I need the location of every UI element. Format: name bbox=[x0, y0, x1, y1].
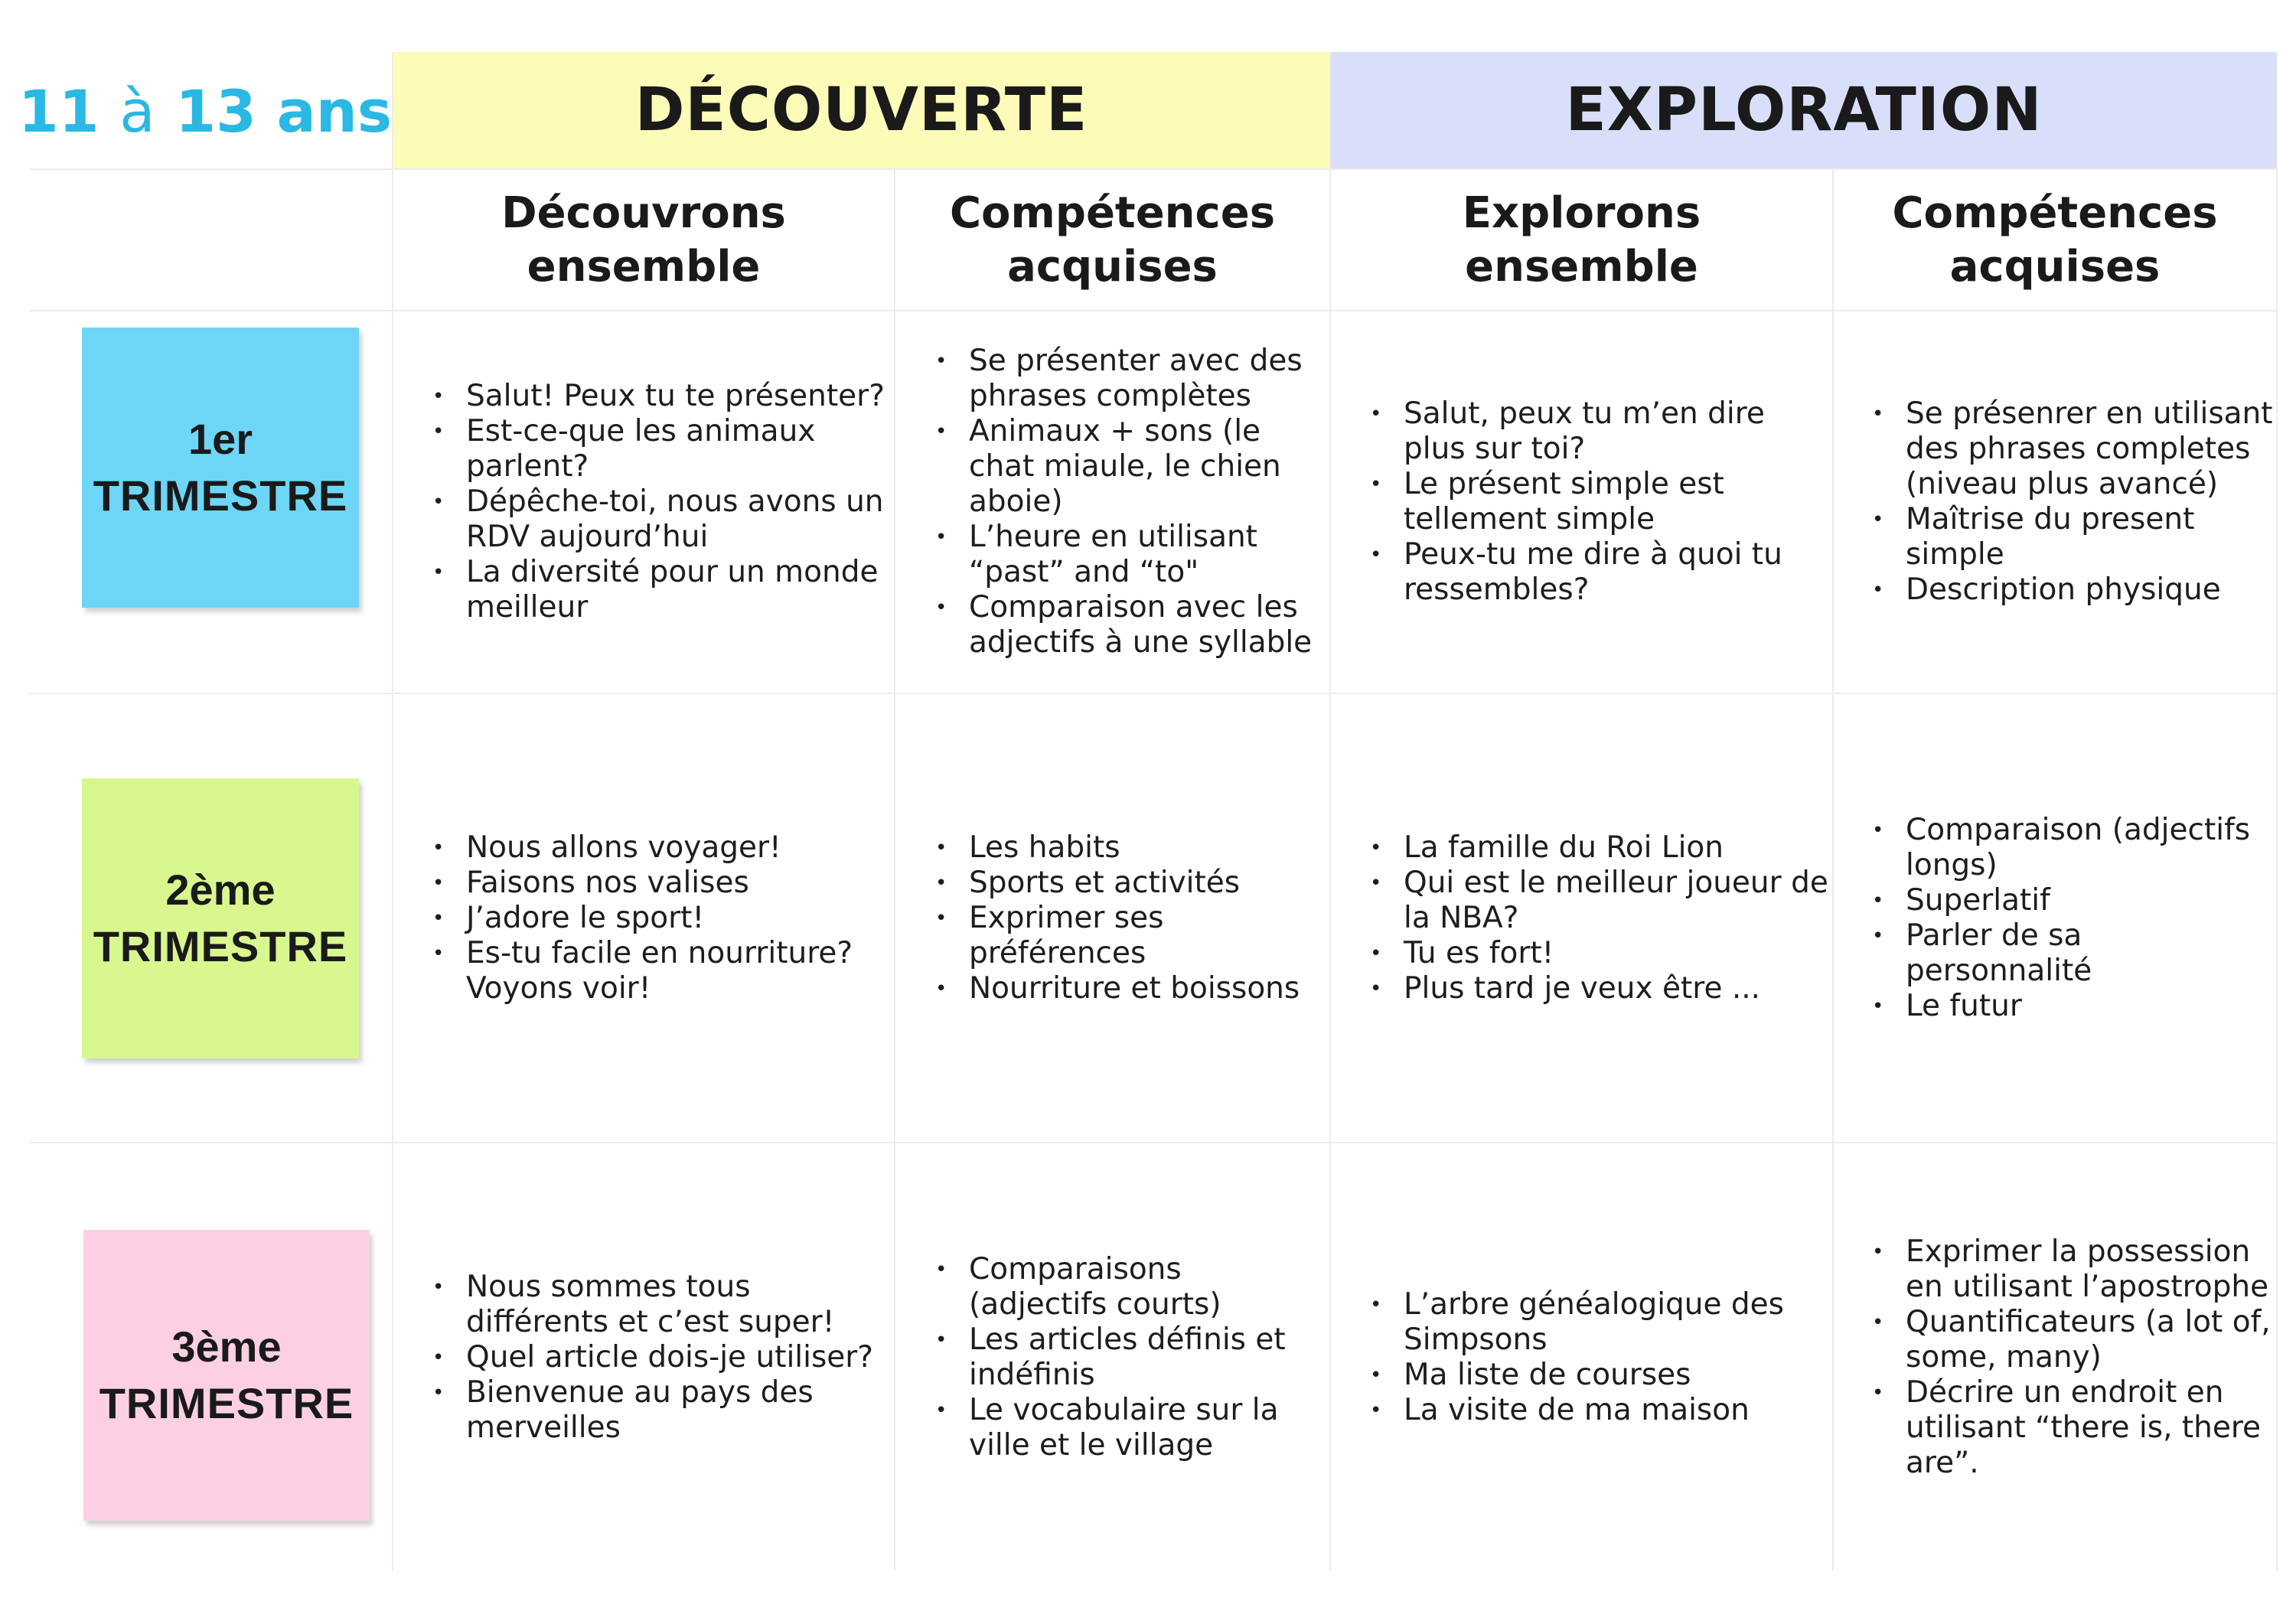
list-item: • Sports et activités bbox=[935, 866, 1327, 901]
list-item: • Salut! Peux tu te présenter? bbox=[432, 379, 892, 414]
list-item: • Parler de sa personnalité bbox=[1872, 918, 2273, 989]
column-header-decouvrons: Découvrons ensemble bbox=[501, 188, 786, 292]
divider-line bbox=[1832, 168, 1834, 1571]
list-item: • Es-tu facile en nourriture? Voyons voir! bbox=[432, 936, 892, 1006]
list-item: • La famille du Roi Lion bbox=[1370, 830, 1829, 866]
list-item: • Exprimer ses préférences bbox=[935, 901, 1327, 971]
list-item: • Dépêche-toi, nous avons un RDV aujourd’hui bbox=[432, 484, 892, 555]
cell-explorons-trimestre-2 bbox=[1370, 694, 1829, 1142]
list-item: • Plus tard je veux être ... bbox=[1370, 971, 1829, 1006]
list-item: • Tu es fort! bbox=[1370, 936, 1829, 971]
age-separator: à bbox=[119, 77, 155, 145]
age-range-title bbox=[18, 69, 393, 153]
age-from: 11 bbox=[18, 77, 99, 145]
list-item: • Comparaisons (adjectifs courts) bbox=[935, 1252, 1327, 1322]
list-item: • Quel article dois-je utiliser? bbox=[432, 1340, 892, 1375]
cell-explorons-trimestre-1 bbox=[1370, 311, 1829, 693]
cell-competences2-trimestre-3 bbox=[1872, 1143, 2273, 1571]
list-item: • Salut, peux tu m’en dire plus sur toi? bbox=[1370, 396, 1829, 467]
list-item: • Décrire un endroit en utilisant “there is, there are”. bbox=[1872, 1375, 2273, 1481]
list-item: • Est-ce-que les animaux parlent? bbox=[432, 414, 892, 484]
cell-competences2-trimestre-2 bbox=[1872, 694, 2273, 1142]
list-item: • Se présenter avec des phrases complètes bbox=[935, 344, 1327, 414]
list-item: • Comparaison (adjectifs longs) bbox=[1872, 813, 2273, 883]
list-item: • Ma liste de courses bbox=[1370, 1358, 1829, 1393]
list-item: • Qui est le meilleur joueur de la NBA? bbox=[1370, 866, 1829, 936]
list-item: • Description physique bbox=[1872, 572, 2273, 608]
age-to: 13 bbox=[175, 77, 256, 145]
column-header-competences-exploration: Compétences acquises bbox=[1892, 188, 2218, 292]
list-item: • Les articles définis et indéfinis bbox=[935, 1322, 1327, 1393]
age-unit: ans bbox=[276, 77, 393, 145]
list-item: • Animaux + sons (le chat miaule, le chien aboie) bbox=[935, 414, 1327, 520]
section-exploration: EXPLORATION bbox=[1330, 52, 2278, 168]
cell-competences1-trimestre-2 bbox=[935, 694, 1327, 1142]
list-item: • J’adore le sport! bbox=[432, 901, 892, 936]
cell-competences1-trimestre-1 bbox=[935, 311, 1327, 693]
section-decouverte: DÉCOUVERTE bbox=[393, 52, 1330, 168]
column-header-explorons: Explorons ensemble bbox=[1462, 188, 1701, 292]
list-item: • Le présent simple est tellement simple bbox=[1370, 467, 1829, 537]
list-item: • La diversité pour un monde meilleur bbox=[432, 555, 892, 625]
cell-decouvrons-trimestre-1 bbox=[432, 311, 892, 693]
list-item: • Maîtrise du present simple bbox=[1872, 502, 2273, 572]
sticky-note-trimestre-1: 1er TRIMESTRE bbox=[82, 328, 359, 608]
list-item: • Faisons nos valises bbox=[432, 866, 892, 901]
cell-competences1-trimestre-3 bbox=[935, 1143, 1327, 1571]
list-item: • Se présenrer en utilisant des phrases completes (niveau plus avancé) bbox=[1872, 396, 2273, 502]
list-item: • Quantificateurs (a lot of, some, many) bbox=[1872, 1305, 2273, 1375]
list-item: • Peux-tu me dire à quoi tu ressembles? bbox=[1370, 537, 1829, 608]
list-item: • Nourriture et boissons bbox=[935, 971, 1327, 1006]
list-item: • Comparaison avec les adjectifs à une syllable bbox=[935, 590, 1327, 660]
cell-explorons-trimestre-3 bbox=[1370, 1143, 1829, 1571]
divider-line bbox=[2276, 52, 2278, 1571]
list-item: • L’arbre généalogique des Simpsons bbox=[1370, 1287, 1829, 1358]
list-item: • Le vocabulaire sur la ville et le village bbox=[935, 1393, 1327, 1463]
list-item: • Bienvenue au pays des merveilles bbox=[432, 1375, 892, 1446]
sticky-note-trimestre-3: 3ème TRIMESTRE bbox=[83, 1230, 370, 1521]
list-item: • Le futur bbox=[1872, 989, 2273, 1024]
cell-competences2-trimestre-1 bbox=[1872, 311, 2273, 693]
list-item: • La visite de ma maison bbox=[1370, 1393, 1829, 1428]
list-item: • Nous allons voyager! bbox=[432, 830, 892, 866]
list-item: • Nous sommes tous différents et c’est super! bbox=[432, 1270, 892, 1340]
cell-decouvrons-trimestre-2 bbox=[432, 694, 892, 1142]
cell-decouvrons-trimestre-3 bbox=[432, 1143, 892, 1571]
list-item: • L’heure en utilisant “past” and “to" bbox=[935, 520, 1327, 590]
divider-line bbox=[894, 168, 895, 1571]
column-header-competences-decouverte: Compétences acquises bbox=[949, 188, 1276, 292]
list-item: • Les habits bbox=[935, 830, 1327, 866]
list-item: • Exprimer la possession en utilisant l’apostrophe bbox=[1872, 1234, 2273, 1305]
sticky-note-trimestre-2: 2ème TRIMESTRE bbox=[82, 778, 359, 1058]
list-item: • Superlatif bbox=[1872, 883, 2273, 918]
